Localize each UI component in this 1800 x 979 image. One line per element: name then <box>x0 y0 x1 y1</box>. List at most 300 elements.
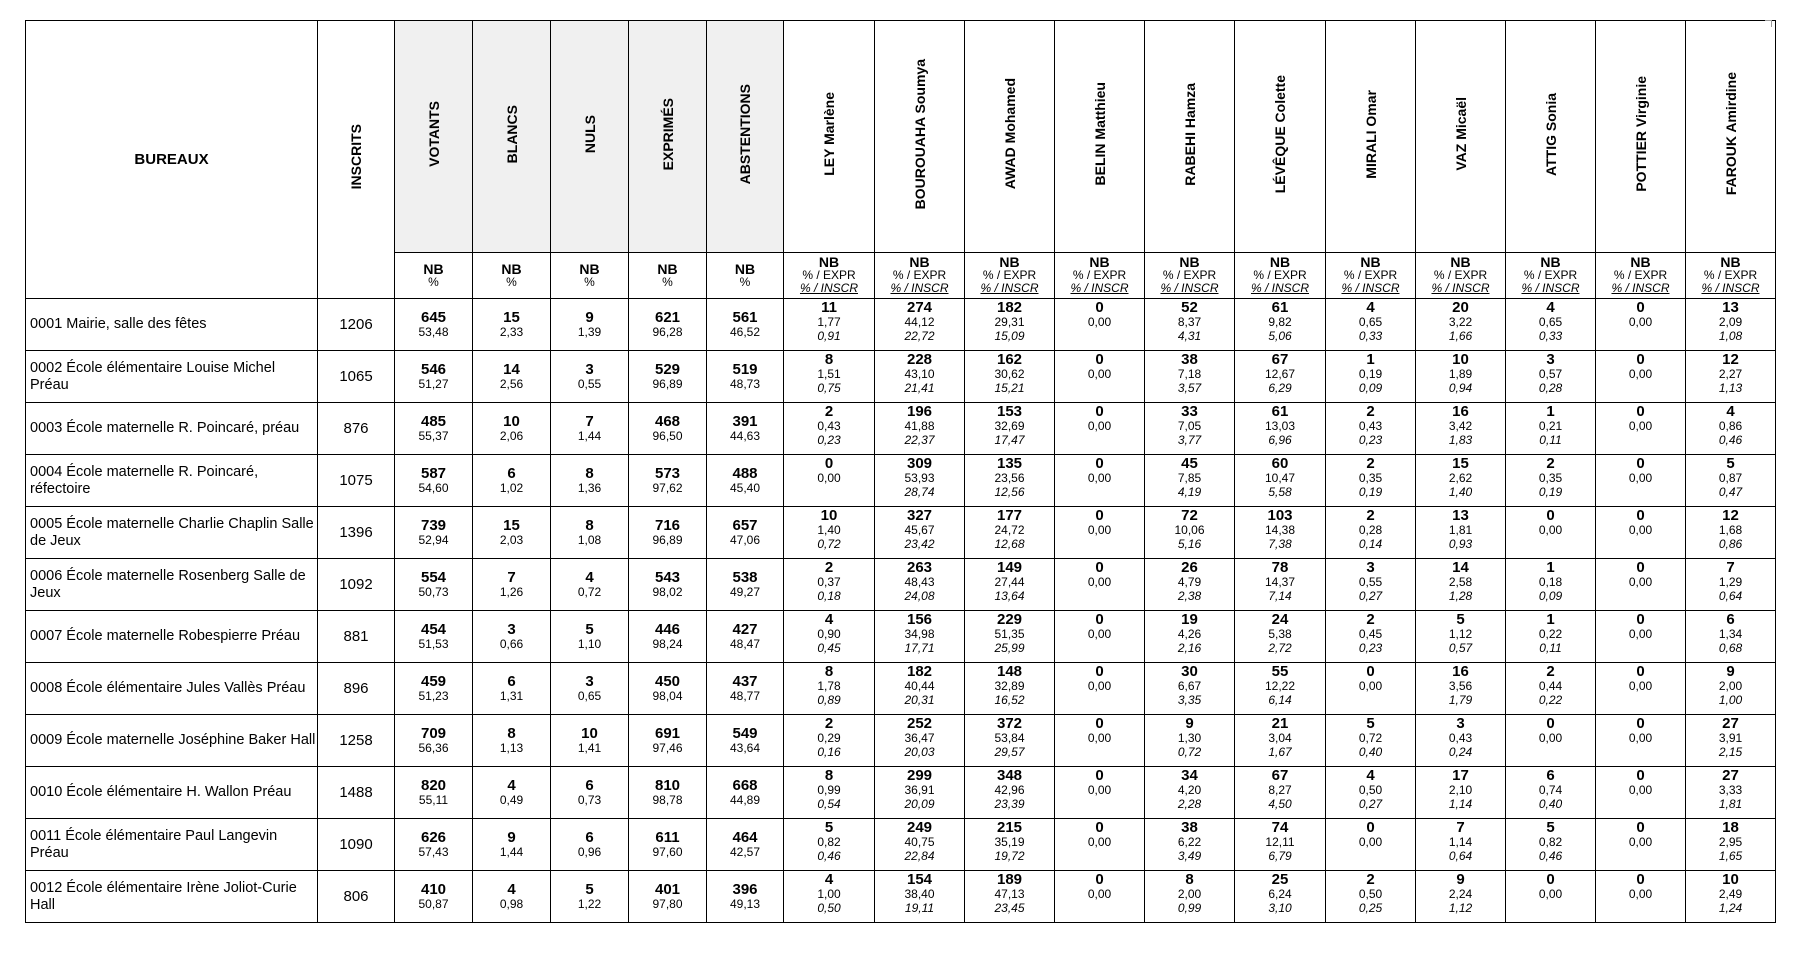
candidate-pct-inscr: 1,79 <box>1448 693 1473 707</box>
candidate-pct-inscr: 1,28 <box>1448 589 1473 603</box>
abstentions-count: 561 <box>732 308 758 326</box>
inscrits-header: INSCRITS <box>318 21 395 299</box>
candidate-cell <box>1055 455 1145 507</box>
candidate-votes: 26 <box>1181 559 1198 576</box>
candidate-cell <box>1506 403 1596 455</box>
nb-label: NB <box>909 254 930 270</box>
candidate-pct-expr: 1,30 <box>1177 731 1202 745</box>
abstentions-count: 437 <box>732 672 758 690</box>
votants-percent: 57,43 <box>418 844 449 859</box>
inscrits-value: 1206 <box>318 299 395 351</box>
abstentions-count: 427 <box>732 620 758 638</box>
candidate-pct-expr: 0,00 <box>1628 367 1653 381</box>
nuls-count: 7 <box>585 412 594 430</box>
candidate-pct-expr: 1,68 <box>1718 523 1743 537</box>
candidate-pct-expr: 23,56 <box>994 471 1025 485</box>
candidate-votes: 348 <box>996 767 1023 784</box>
candidate-votes: 4 <box>1726 403 1735 420</box>
exprimes-percent: 98,04 <box>652 688 683 703</box>
pct-inscr-label: % / INSCR <box>1250 281 1309 295</box>
candidate-cell <box>1506 455 1596 507</box>
candidate-votes: 135 <box>996 455 1023 472</box>
bureau-name: 0011 École élémentaire Paul Langevin Préau <box>26 819 318 871</box>
votants-count: 645 <box>420 308 447 326</box>
inscrits-value: 1090 <box>318 819 395 871</box>
candidate-cell <box>965 819 1055 871</box>
candidate-cell <box>1416 611 1506 663</box>
abstentions-cell <box>707 403 784 455</box>
candidate-votes: 0 <box>1366 819 1375 836</box>
candidate-cell <box>875 507 965 559</box>
candidate-votes: 1 <box>1366 351 1375 368</box>
candidate-pct-inscr: 1,08 <box>1718 329 1743 343</box>
candidate-pct-expr: 0,00 <box>1628 419 1653 433</box>
nuls-count: 8 <box>585 464 594 482</box>
candidate-cell <box>1686 559 1776 611</box>
candidate-pct-expr: 7,85 <box>1177 471 1202 485</box>
candidate-votes: 0 <box>1636 351 1645 368</box>
candidate-pct-inscr: 0,18 <box>817 589 841 603</box>
candidate-pct-expr: 48,43 <box>904 575 935 589</box>
page-corner-mark <box>1765 20 1772 27</box>
candidate-votes: 2 <box>824 559 834 576</box>
candidate-pct-expr: 0,00 <box>1628 575 1653 589</box>
candidate-pct-inscr: 0,40 <box>1538 797 1563 811</box>
abstentions-cell <box>707 455 784 507</box>
candidate-pct-expr: 0,00 <box>1538 887 1563 901</box>
blancs-count: 14 <box>503 360 520 378</box>
candidate-votes: 10 <box>1722 871 1739 888</box>
candidate-cell <box>1686 507 1776 559</box>
candidate-votes: 4 <box>824 871 834 888</box>
bureau-name: 0001 Mairie, salle des fêtes <box>26 299 318 351</box>
candidate-cell <box>1506 507 1596 559</box>
nuls-cell <box>551 403 629 455</box>
abstentions-percent: 49,13 <box>729 896 761 911</box>
exprimes-percent: 96,89 <box>652 532 683 547</box>
candidate-votes: 1 <box>1546 403 1555 420</box>
pct-expr-label: % / EXPR <box>1162 268 1217 282</box>
pct-inscr-label: % / INSCR <box>1341 281 1400 295</box>
blancs-count: 4 <box>507 880 516 898</box>
votants-count: 709 <box>420 724 447 742</box>
nb-label: NB <box>999 254 1020 270</box>
candidate-votes: 72 <box>1181 507 1198 524</box>
candidate-pct-expr: 0,00 <box>1087 627 1112 641</box>
candidate-votes: 5 <box>1456 611 1465 628</box>
candidate-pct-inscr: 23,45 <box>994 901 1025 915</box>
candidate-votes: 2 <box>824 715 834 732</box>
candidate-pct-inscr: 1,65 <box>1718 849 1743 863</box>
candidate-pct-expr: 0,50 <box>1358 783 1383 797</box>
candidate-pct-expr: 2,95 <box>1718 835 1743 849</box>
votants-cell <box>395 767 473 819</box>
candidate-pct-expr: 13,03 <box>1264 419 1296 433</box>
candidate-pct-expr: 9,82 <box>1268 315 1292 329</box>
candidate-cell <box>1145 351 1235 403</box>
candidate-votes: 249 <box>906 819 933 836</box>
candidate-pct-expr: 0,00 <box>1087 887 1112 901</box>
candidate-pct-expr: 36,47 <box>904 731 935 745</box>
candidate-votes: 78 <box>1271 559 1289 576</box>
candidate-votes: 0 <box>1546 715 1555 732</box>
nb-label: NB <box>1360 254 1381 270</box>
candidate-pct-inscr: 1,67 <box>1268 745 1292 759</box>
candidate-pct-expr: 38,40 <box>904 887 935 901</box>
inscrits-value: 876 <box>318 403 395 455</box>
votants-cell <box>395 663 473 715</box>
candidate-pct-inscr: 19,72 <box>994 849 1025 863</box>
votants-count: 626 <box>420 828 447 846</box>
exprimes-cell <box>629 715 707 767</box>
candidate-pct-expr: 0,00 <box>1087 835 1112 849</box>
candidate-pct-expr: 6,24 <box>1268 887 1292 901</box>
candidate-header <box>1416 21 1506 253</box>
candidate-pct-expr: 0,00 <box>1087 575 1112 589</box>
candidate-pct-expr: 0,45 <box>1358 627 1383 641</box>
abstentions-cell <box>707 611 784 663</box>
candidate-cell <box>875 611 965 663</box>
candidate-pct-inscr: 2,16 <box>1177 641 1202 655</box>
abstentions-count: 391 <box>732 412 758 430</box>
blancs-cell <box>473 767 551 819</box>
candidate-cell <box>1326 871 1416 923</box>
candidate-pct-inscr: 0,64 <box>1448 849 1473 863</box>
candidate-votes: 15 <box>1452 455 1469 472</box>
candidate-pct-inscr: 0,09 <box>1538 589 1563 603</box>
candidate-votes: 0 <box>1366 663 1375 680</box>
candidate-votes: 103 <box>1267 507 1293 524</box>
candidate-votes: 2 <box>1366 403 1375 420</box>
candidate-votes: 74 <box>1271 819 1289 836</box>
candidate-pct-inscr: 25,99 <box>994 641 1025 655</box>
candidate-cell <box>1416 871 1506 923</box>
pct-inscr-label: % / INSCR <box>799 281 858 295</box>
candidate-votes: 215 <box>996 819 1023 836</box>
candidate-pct-expr: 1,81 <box>1448 523 1473 537</box>
candidate-votes: 8 <box>824 767 834 784</box>
candidate-header <box>1055 21 1145 253</box>
candidate-pct-expr: 2,27 <box>1718 367 1743 381</box>
candidate-votes: 61 <box>1271 299 1289 316</box>
candidate-votes: 299 <box>906 767 933 784</box>
candidate-pct-inscr: 0,46 <box>1718 433 1743 447</box>
candidate-cell <box>1235 299 1326 351</box>
candidate-votes: 0 <box>1546 507 1555 524</box>
candidate-pct-expr: 0,00 <box>1538 523 1563 537</box>
bureau-name: 0006 École maternelle Rosenberg Salle de Jeux <box>26 559 318 611</box>
candidate-votes: 2 <box>1366 507 1375 524</box>
candidate-pct-inscr: 4,19 <box>1177 485 1202 499</box>
candidate-cell <box>1416 351 1506 403</box>
candidate-pct-expr: 12,11 <box>1265 835 1295 849</box>
candidate-votes: 12 <box>1722 507 1739 524</box>
candidate-pct-expr: 32,89 <box>994 679 1025 693</box>
candidate-cell <box>784 455 875 507</box>
candidate-cell <box>1055 507 1145 559</box>
votants-percent: 51,53 <box>418 636 449 651</box>
exprimes-cell <box>629 351 707 403</box>
candidate-cell <box>1326 767 1416 819</box>
candidate-pct-expr: 0,00 <box>1087 419 1112 433</box>
candidate-pct-inscr: 0,54 <box>817 797 841 811</box>
candidate-votes: 34 <box>1181 767 1198 784</box>
candidate-votes: 9 <box>1456 871 1465 888</box>
candidate-votes: 8 <box>1185 871 1194 888</box>
candidate-pct-expr: 0,00 <box>1628 523 1653 537</box>
abstentions-cell <box>707 715 784 767</box>
candidate-pct-expr: 42,96 <box>994 783 1025 797</box>
candidate-cell <box>1055 403 1145 455</box>
candidate-pct-expr: 0,00 <box>1628 835 1653 849</box>
votants-percent: 52,94 <box>418 532 449 547</box>
candidate-pct-inscr: 7,38 <box>1268 537 1292 551</box>
exprimes-count: 529 <box>654 360 681 378</box>
candidate-pct-expr: 0,82 <box>1538 835 1563 849</box>
candidate-header <box>875 21 965 253</box>
blancs-percent: 0,98 <box>499 896 524 911</box>
candidate-cell <box>1235 455 1326 507</box>
candidate-votes: 45 <box>1181 455 1198 472</box>
candidate-votes: 148 <box>996 663 1023 680</box>
candidate-subheader <box>1596 253 1686 299</box>
candidate-pct-inscr: 0,75 <box>817 381 841 395</box>
header-row <box>26 21 1776 253</box>
nuls-percent: 1,41 <box>577 740 602 755</box>
exprimes-count: 446 <box>654 620 681 638</box>
candidate-votes: 27 <box>1722 715 1739 732</box>
candidate-pct-expr: 1,14 <box>1448 835 1473 849</box>
table-row <box>26 767 1776 819</box>
candidate-pct-expr: 0,57 <box>1538 367 1563 381</box>
blancs-percent: 2,33 <box>499 324 524 339</box>
candidate-votes: 20 <box>1452 299 1469 316</box>
candidate-votes: 10 <box>820 507 838 524</box>
candidate-pct-expr: 51,35 <box>994 627 1025 641</box>
blancs-percent: 2,56 <box>499 376 524 391</box>
candidate-cell <box>1326 819 1416 871</box>
candidate-votes: 13 <box>1452 507 1469 524</box>
candidate-pct-inscr: 0,11 <box>1539 641 1562 655</box>
candidate-cell <box>1055 767 1145 819</box>
exprimes-header: EXPRIMÉS <box>629 21 707 253</box>
candidate-votes: 16 <box>1452 403 1469 420</box>
candidate-pct-inscr: 6,14 <box>1268 693 1292 707</box>
candidate-pct-expr: 36,91 <box>904 783 935 797</box>
nuls-cell <box>551 715 629 767</box>
candidate-header <box>1506 21 1596 253</box>
candidate-pct-expr: 53,93 <box>904 471 935 485</box>
candidate-votes: 149 <box>996 559 1023 576</box>
abstentions-percent: 46,52 <box>729 324 761 339</box>
candidate-votes: 30 <box>1181 663 1198 680</box>
candidate-cell <box>1596 871 1686 923</box>
candidate-pct-expr: 1,89 <box>1448 367 1473 381</box>
votants-percent: 53,48 <box>418 324 449 339</box>
candidate-cell <box>875 351 965 403</box>
candidate-pct-expr: 43,10 <box>904 367 935 381</box>
candidate-cell <box>1686 351 1776 403</box>
candidate-cell <box>1596 403 1686 455</box>
candidate-cell <box>1686 819 1776 871</box>
candidate-votes: 0 <box>1095 403 1104 420</box>
candidate-pct-expr: 7,05 <box>1177 419 1202 433</box>
table-row <box>26 403 1776 455</box>
blancs-cell <box>473 559 551 611</box>
candidate-votes: 60 <box>1271 455 1289 472</box>
candidate-votes: 263 <box>906 559 933 576</box>
candidate-pct-expr: 0,00 <box>1087 731 1112 745</box>
abstentions-percent: 44,89 <box>729 792 761 807</box>
candidate-votes: 0 <box>1095 767 1104 784</box>
candidate-pct-inscr: 16,52 <box>994 693 1025 707</box>
candidate-pct-expr: 1,29 <box>1718 575 1743 589</box>
abstentions-percent: 42,57 <box>729 844 761 859</box>
candidate-pct-expr: 0,99 <box>817 783 841 797</box>
candidate-pct-inscr: 0,22 <box>1538 693 1563 707</box>
table-row <box>26 455 1776 507</box>
exprimes-percent: 97,62 <box>652 480 683 495</box>
votants-cell <box>395 455 473 507</box>
pct-expr-label: % / EXPR <box>1433 268 1488 282</box>
candidate-votes: 4 <box>1366 299 1375 316</box>
candidate-cell <box>1596 663 1686 715</box>
candidate-votes: 2 <box>1546 663 1555 680</box>
candidate-votes: 19 <box>1181 611 1198 628</box>
candidate-votes: 0 <box>1636 403 1645 420</box>
candidate-pct-expr: 0,37 <box>817 575 841 589</box>
candidate-cell <box>1055 559 1145 611</box>
exprimes-percent: 97,80 <box>652 896 683 911</box>
candidate-votes: 3 <box>1456 715 1465 732</box>
candidate-pct-expr: 14,38 <box>1264 523 1296 537</box>
candidate-pct-inscr: 0,50 <box>817 901 841 915</box>
nb-label: NB <box>1269 254 1291 270</box>
exprimes-cell <box>629 455 707 507</box>
candidate-pct-inscr: 23,39 <box>994 797 1025 811</box>
exprimes-cell <box>629 871 707 923</box>
candidate-cell <box>1145 767 1235 819</box>
candidate-cell <box>1326 507 1416 559</box>
abstentions-count: 657 <box>732 516 758 534</box>
blancs-percent: 0,49 <box>499 792 524 807</box>
abstentions-cell <box>707 351 784 403</box>
candidate-header <box>965 21 1055 253</box>
candidate-pct-inscr: 0,24 <box>1448 745 1473 759</box>
candidate-votes: 189 <box>996 871 1023 888</box>
candidate-votes: 229 <box>996 611 1023 628</box>
candidate-pct-expr: 2,09 <box>1718 315 1743 329</box>
nuls-percent: 1,22 <box>577 896 602 911</box>
abstentions-percent: 45,40 <box>729 480 761 495</box>
inscrits-value: 806 <box>318 871 395 923</box>
nuls-subheader: NB % <box>551 253 629 299</box>
candidate-pct-expr: 0,00 <box>1087 315 1112 329</box>
candidate-cell <box>1596 351 1686 403</box>
inscrits-value: 1065 <box>318 351 395 403</box>
candidate-subheader <box>1506 253 1596 299</box>
abstentions-percent: 48,47 <box>729 636 761 651</box>
candidate-pct-inscr: 0,46 <box>1538 849 1563 863</box>
candidate-pct-expr: 35,19 <box>994 835 1025 849</box>
candidate-votes: 12 <box>1722 351 1739 368</box>
pct-expr-label: % / EXPR <box>1072 268 1127 282</box>
candidate-votes: 5 <box>824 819 834 836</box>
candidate-cell <box>1686 403 1776 455</box>
candidate-cell <box>965 299 1055 351</box>
candidate-pct-expr: 0,00 <box>1087 523 1112 537</box>
candidate-pct-expr: 40,75 <box>904 835 935 849</box>
candidate-pct-inscr: 15,09 <box>994 329 1025 343</box>
candidate-pct-inscr: 0,23 <box>817 433 841 447</box>
abstentions-percent: 47,06 <box>729 532 761 547</box>
candidate-votes: 2 <box>1366 871 1375 888</box>
abstentions-percent: 48,77 <box>729 688 761 703</box>
candidate-pct-expr: 1,00 <box>817 887 841 901</box>
candidate-pct-expr: 0,00 <box>1087 367 1112 381</box>
votants-count: 820 <box>420 776 447 794</box>
candidate-pct-expr: 34,98 <box>904 627 935 641</box>
pct-expr-label: % / EXPR <box>982 268 1037 282</box>
abstentions-count: 464 <box>732 828 758 846</box>
bureau-name: 0010 École élémentaire H. Wallon Préau <box>26 767 318 819</box>
candidate-cell <box>1506 663 1596 715</box>
candidate-votes: 13 <box>1722 299 1739 316</box>
candidate-pct-inscr: 28,74 <box>904 485 935 499</box>
candidate-pct-inscr: 0,57 <box>1448 641 1473 655</box>
candidate-votes: 27 <box>1722 767 1739 784</box>
candidate-pct-expr: 4,20 <box>1177 783 1202 797</box>
candidate-cell <box>965 507 1055 559</box>
candidate-pct-expr: 47,13 <box>994 887 1025 901</box>
candidate-pct-expr: 2,49 <box>1718 887 1743 901</box>
abstentions-cell <box>707 819 784 871</box>
candidate-pct-inscr: 0,86 <box>1718 537 1743 551</box>
candidate-cell <box>875 871 965 923</box>
candidate-pct-expr: 0,50 <box>1358 887 1383 901</box>
candidate-pct-inscr: 15,21 <box>994 381 1025 395</box>
candidate-pct-expr: 1,51 <box>817 367 841 381</box>
candidate-subheader <box>965 253 1055 299</box>
nuls-count: 5 <box>585 620 594 638</box>
candidate-pct-inscr: 5,16 <box>1177 537 1202 551</box>
candidate-votes: 0 <box>1636 611 1645 628</box>
exprimes-cell <box>629 663 707 715</box>
candidate-cell <box>1145 611 1235 663</box>
candidate-cell <box>784 299 875 351</box>
candidate-cell <box>1686 871 1776 923</box>
candidate-pct-expr: 3,56 <box>1448 679 1473 693</box>
candidate-cell <box>965 351 1055 403</box>
abstentions-count: 549 <box>732 724 758 742</box>
nuls-percent: 0,73 <box>577 792 602 807</box>
votants-count: 410 <box>420 880 447 898</box>
inscrits-value: 1092 <box>318 559 395 611</box>
candidate-votes: 38 <box>1181 819 1198 836</box>
nb-label: NB <box>1450 254 1471 270</box>
candidate-cell <box>1326 715 1416 767</box>
candidate-cell <box>1145 559 1235 611</box>
candidate-pct-inscr: 1,83 <box>1448 433 1473 447</box>
candidate-pct-expr: 2,62 <box>1448 471 1473 485</box>
nuls-count: 3 <box>585 360 594 378</box>
candidate-votes: 0 <box>1636 507 1645 524</box>
candidate-votes: 0 <box>1095 559 1104 576</box>
candidate-votes: 8 <box>824 351 834 368</box>
votants-cell <box>395 299 473 351</box>
nuls-percent: 1,08 <box>577 532 602 547</box>
candidate-pct-expr: 2,00 <box>1718 679 1743 693</box>
